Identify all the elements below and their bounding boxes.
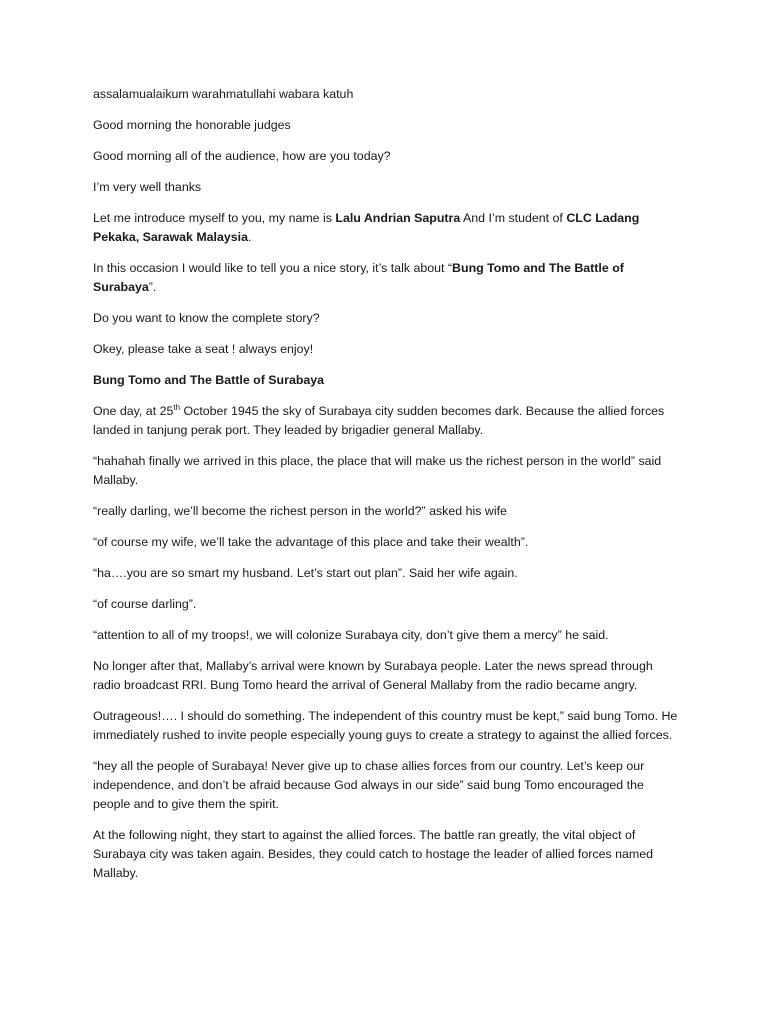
story-heading-text: Bung Tomo and The Battle of Surabaya — [93, 373, 325, 387]
occasion-post-text: ”. — [148, 280, 157, 294]
outrageous-paragraph: Outrageous!…. I should do something. The independent of this country must be kept,” said bung Tomo. He immediately rushed to invite people especially young guys to create a strategy to against the allied forces. — [93, 709, 678, 742]
audience-greeting-paragraph: Good morning all of the audience, how are you today? — [93, 149, 391, 163]
judges-greeting-paragraph: Good morning the honorable judges — [93, 118, 291, 132]
intro-post-text: . — [248, 230, 252, 244]
opening-post-text: October 1945 the sky of Surabaya city sudden becomes dark. Because the allied forces landed in tanjung perak port. They leaded by brigadier general Mallaby. — [93, 404, 665, 437]
ordinal-suffix: th — [173, 402, 181, 412]
intro-mid-text: And I’m student of — [460, 211, 567, 225]
story-title-inline: Bung Tomo and The Battle of Surabaya — [93, 261, 624, 294]
battle-paragraph: At the following night, they start to against the allied forces. The battle ran greatly, the vital object of Surabaya city was taken again. Besides, they could catch to hostage the leader of allied forces named Mallaby. — [93, 828, 653, 880]
mallaby-quote-paragraph: “hahahah finally we arrived in this place, the place that will make us the richest person in the world” said Mallaby. — [93, 454, 662, 487]
speaker-name: Lalu Andrian Saputra — [335, 211, 461, 225]
mallaby-reply-paragraph: “of course my wife, we’ll take the advantage of this place and take their wealth”. — [93, 535, 529, 549]
news-spread-paragraph: No longer after that, Mallaby’s arrival were known by Surabaya people. Later the news spread through radio broadcast RRI. Bung Tomo heard the arrival of General Mallaby from the radio became angry. — [93, 659, 653, 692]
darling-paragraph: “of course darling”. — [93, 597, 197, 611]
wife-question-paragraph: “really darling, we’ll become the richest person in the world?” asked his wife — [93, 504, 507, 518]
speech-paragraph: “hey all the people of Surabaya! Never give up to chase allies forces from our country. Let’s keep our independence, and don’t be afraid because God always in our side” said bung Tomo encouraged the people and to give them the spirit. — [93, 759, 645, 811]
opening-pre-text: One day, at 25 — [93, 404, 174, 418]
story-opening-paragraph — [93, 402, 683, 440]
occasion-pre-text: In this occasion I would like to tell you a nice story, it’s talk about “ — [93, 261, 453, 275]
school-name: CLC Ladang Pekaka, Sarawak Malaysia — [93, 211, 640, 244]
well-thanks-paragraph: I’m very well thanks — [93, 180, 202, 194]
intro-pre-text: Let me introduce myself to you, my name is — [93, 211, 336, 225]
introduction-paragraph — [93, 209, 683, 247]
question-paragraph: Do you want to know the complete story? — [93, 311, 320, 325]
greeting-paragraph: assalamualaikum warahmatullahi wabara katuh — [93, 87, 354, 101]
story-heading — [93, 371, 683, 390]
document-page — [93, 85, 683, 895]
take-seat-paragraph: Okey, please take a seat ! always enjoy! — [93, 342, 314, 356]
occasion-paragraph — [93, 259, 683, 297]
wife-reply-paragraph: “ha….you are so smart my husband. Let’s start out plan”. Said her wife again. — [93, 566, 518, 580]
troops-command-paragraph: “attention to all of my troops!, we will colonize Surabaya city, don’t give them a mercy” he said. — [93, 628, 609, 642]
